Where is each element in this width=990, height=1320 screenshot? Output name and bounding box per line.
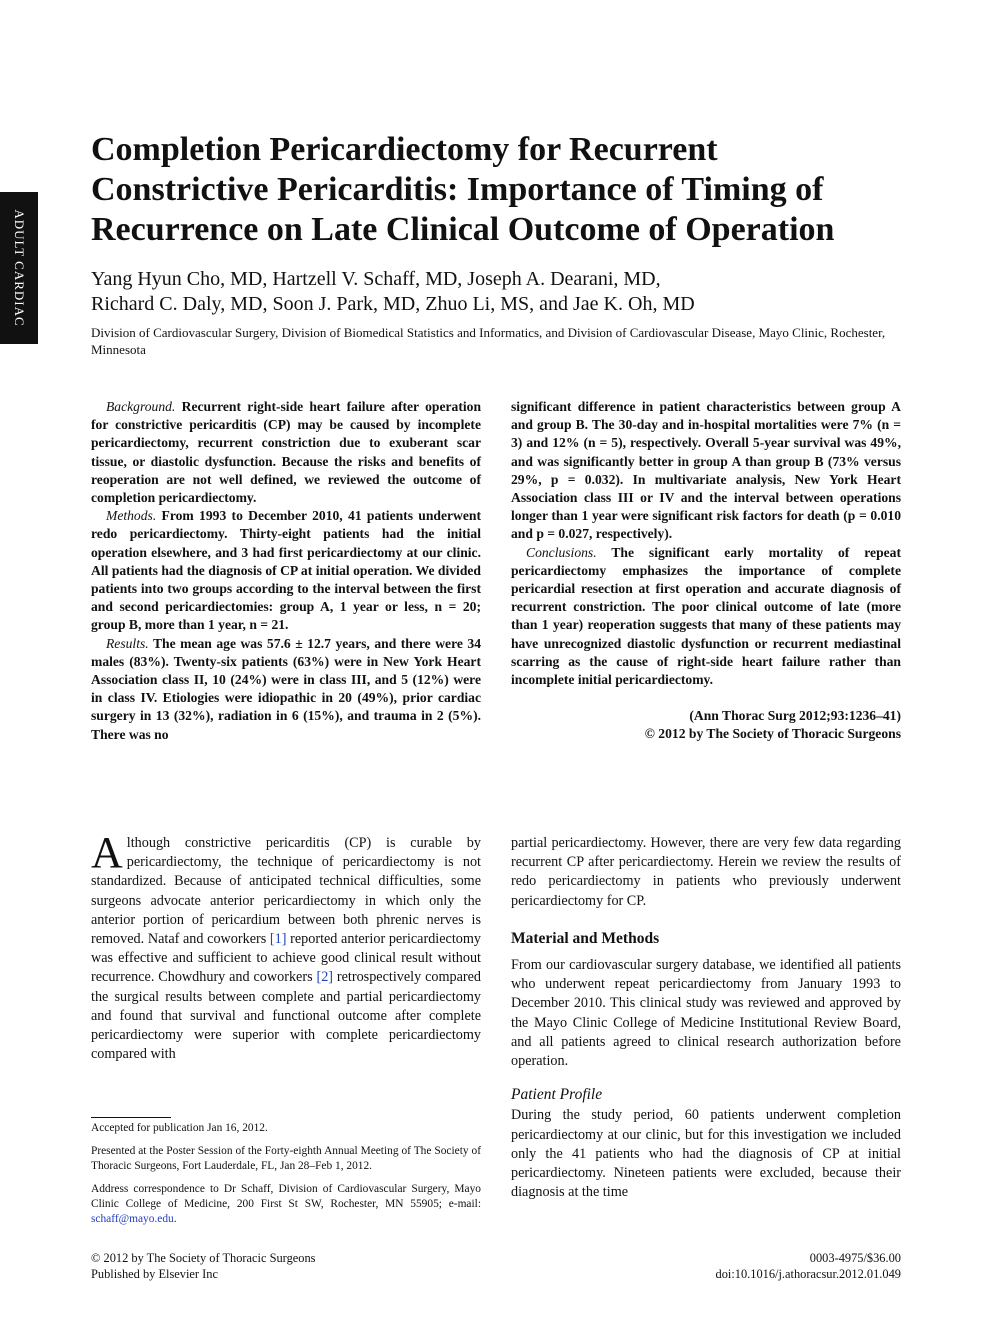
author-line: Richard C. Daly, MD, Soon J. Park, MD, Zhuo Li, MS, and Jae K. Oh, MD bbox=[91, 293, 695, 315]
body-right-column bbox=[511, 834, 901, 1202]
abstract-background bbox=[91, 398, 481, 507]
intro-paragraph bbox=[91, 828, 482, 1064]
email-link[interactable]: schaff@mayo.edu bbox=[91, 1213, 174, 1225]
subsection-heading: Patient Profile bbox=[511, 1086, 603, 1104]
intro-continued: partial pericardiectomy. However, there are very few data regarding recurrent CP after pericardiectomy. Herein we review the results of redo pericardiectomy in patients who previously underwent pericardiectomy for CP. bbox=[511, 835, 901, 909]
background-text: Recurrent right-side heart failure after operation for constrictive pericarditis (CP) may be caused by incomplete pericardiectomy, recurrent constriction due to exuberant scar tissue, or diastolic dysfunction. Because the risks and benefits of reoperation are not well defined, we reviewed the outcome of completion pericardiectomy. bbox=[91, 399, 481, 506]
section-heading: Material and Methods bbox=[511, 929, 660, 947]
footnote-divider bbox=[91, 1117, 171, 1118]
body-left-column bbox=[91, 828, 482, 1064]
journal-citation: (Ann Thorac Surg 2012;93:1236–41) bbox=[689, 708, 901, 724]
background-label: Background. bbox=[106, 399, 176, 414]
conclusions-text: The significant early mortality of repeat pericardiectomy emphasizes the importance of complete pericardial resection at first operation and accurate diagnosis of recurrent constriction. The poor clinical outcome of late (more than 1 year) reoperation suggests that many of these patients may have unrecognized diastolic dysfunction or recurrent mediastinal scarring as the cause of right-side heart failure rather than incomplete initial pericardiectomy. bbox=[511, 544, 901, 688]
methods-text: From 1993 to December 2010, 41 patients underwent redo pericardiectomy. Thirty-eight patients had the initial operation elsewhere, and 3 had first pericardiectomy at our clinic. All patients had the diagnosis of CP at initial operation. We divided patients into two groups according to the interval between the first and second pericardiectomies: group A, 1 year or less, n = 20; group B, more than 1 year, n = 21. bbox=[91, 508, 481, 633]
presented-note: Presented at the Poster Session of the Forty-eighth Annual Meeting of The Society of Thoracic Surgeons, Fort Lauderdale, FL, Jan 28–Feb 1, 2012. bbox=[91, 1145, 481, 1172]
accepted-note: Accepted for publication Jan 16, 2012. bbox=[91, 1122, 268, 1134]
abstract-methods bbox=[91, 507, 481, 634]
section-side-tab bbox=[0, 192, 38, 344]
results-label: Results. bbox=[106, 635, 149, 651]
intro-text: retrospectively compared the surgical results between complete and partial pericardiectomy and found that survival and functional outcome after complete pericardiectomy were superior with complete pericardiectomy compared with bbox=[91, 969, 481, 1063]
author-line: Yang Hyun Cho, MD, Hartzell V. Schaff, MD, Joseph A. Dearani, MD, bbox=[91, 268, 661, 290]
methods-paragraph: From our cardiovascular surgery database, we identified all patients who underwent repeat pericardiectomy from January 1993 to December 2010. This clinical study was reviewed and approved by the Mayo Clinic College of Medicine Institutional Review Board, and all patients agreed to clinical research authorization before operation. bbox=[511, 957, 901, 1070]
abstract-results bbox=[91, 635, 481, 744]
footer-copyright: © 2012 by The Society of Thoracic Surgeons bbox=[91, 1251, 316, 1265]
results-text: The mean age was 57.6 ± 12.7 years, and there were 34 males (83%). Twenty-six patients (63%) were in New York Heart Association class II, 10 (24%) were in class III, and 5 (12%) were in class IV. Etiologies were idiopathic in 20 (49%), prior cardiac surgery in 13 (32%), radiation in 6 (15%), and trauma in 2 (5%). There was no bbox=[91, 635, 482, 742]
intro-text: reported anterior pericardiectomy was effective and sufficient to achieve good clinical result without recurrence. Chowdhury and coworkers bbox=[91, 931, 482, 986]
abstract-results-continued: significant difference in patient characteristics between group A and group B. The 30-day and in-hospital mortalities were 7% (n = 3) and 12% (n = 5), respectively. Overall 5-year survival was 49%, and was significantly better in group A than group B (73% versus 29%, p = 0.032). In multivariate analysis, New York Heart Association class III or IV and the interval between operations longer than 1 year were significant risk factors for death (p = 0.010 and p = 0.027, respectively). bbox=[511, 399, 901, 542]
affiliation: Division of Cardiovascular Surgery, Division of Biomedical Statistics and Informatics, and Division of Cardiovascular Disease, Mayo Clinic, Rochester, Minnesota bbox=[91, 325, 886, 357]
article-title bbox=[91, 130, 891, 250]
footnotes bbox=[91, 1121, 481, 1235]
drop-cap: A bbox=[91, 828, 123, 877]
reference-link-2[interactable]: [2] bbox=[316, 969, 334, 986]
footer-issn: 0003-4975/$36.00 bbox=[809, 1251, 901, 1265]
abstract-copyright: © 2012 by The Society of Thoracic Surgeons bbox=[644, 726, 901, 742]
abstract-conclusions bbox=[511, 544, 901, 690]
abstract-right-column bbox=[511, 398, 901, 744]
correspondence-note bbox=[91, 1182, 481, 1227]
footer-left bbox=[91, 1251, 316, 1282]
footer-doi: doi:10.1016/j.athoracsur.2012.01.049 bbox=[715, 1266, 901, 1281]
footer-right bbox=[511, 1251, 901, 1282]
address-text: Address correspondence to Dr Schaff, Division of Cardiovascular Surgery, Mayo Clinic College of Medicine, 200 First St SW, Rochester, MN 55905; e-mail: bbox=[91, 1183, 481, 1210]
title-line: Completion Pericardiectomy for Recurrent bbox=[91, 131, 718, 168]
citation-block bbox=[511, 707, 901, 743]
address-end: . bbox=[173, 1213, 177, 1225]
title-line: Recurrence on Late Clinical Outcome of Operation bbox=[91, 211, 835, 248]
reference-link-1[interactable]: [1] bbox=[269, 931, 287, 948]
intro-text: lthough constrictive pericarditis (CP) is curable by pericardiectomy, the technique of pericardiectomy is not standardized. Because of anticipated technical difficulties, some surgeons advocate anterior pericardiectomy in which only the anterior portion of pericardium between both phrenic nerves is removed. Nataf and coworkers bbox=[91, 835, 481, 948]
side-tab-label: ADULT CARDIAC bbox=[12, 209, 27, 327]
abstract-left-column bbox=[91, 398, 481, 744]
patient-profile-paragraph: During the study period, 60 patients underwent completion pericardiectomy at our clinic, but for this investigation we included only the 41 patients who had the diagnosis of CP at initial pericardiectomy. Nineteen patients were excluded, because their diagnosis at the time bbox=[511, 1107, 901, 1201]
title-line: Constrictive Pericarditis: Importance of Timing of bbox=[91, 171, 824, 208]
author-list bbox=[91, 267, 891, 317]
footer-publisher: Published by Elsevier Inc bbox=[91, 1266, 218, 1281]
conclusions-label: Conclusions. bbox=[526, 544, 597, 560]
methods-label: Methods. bbox=[106, 508, 157, 524]
